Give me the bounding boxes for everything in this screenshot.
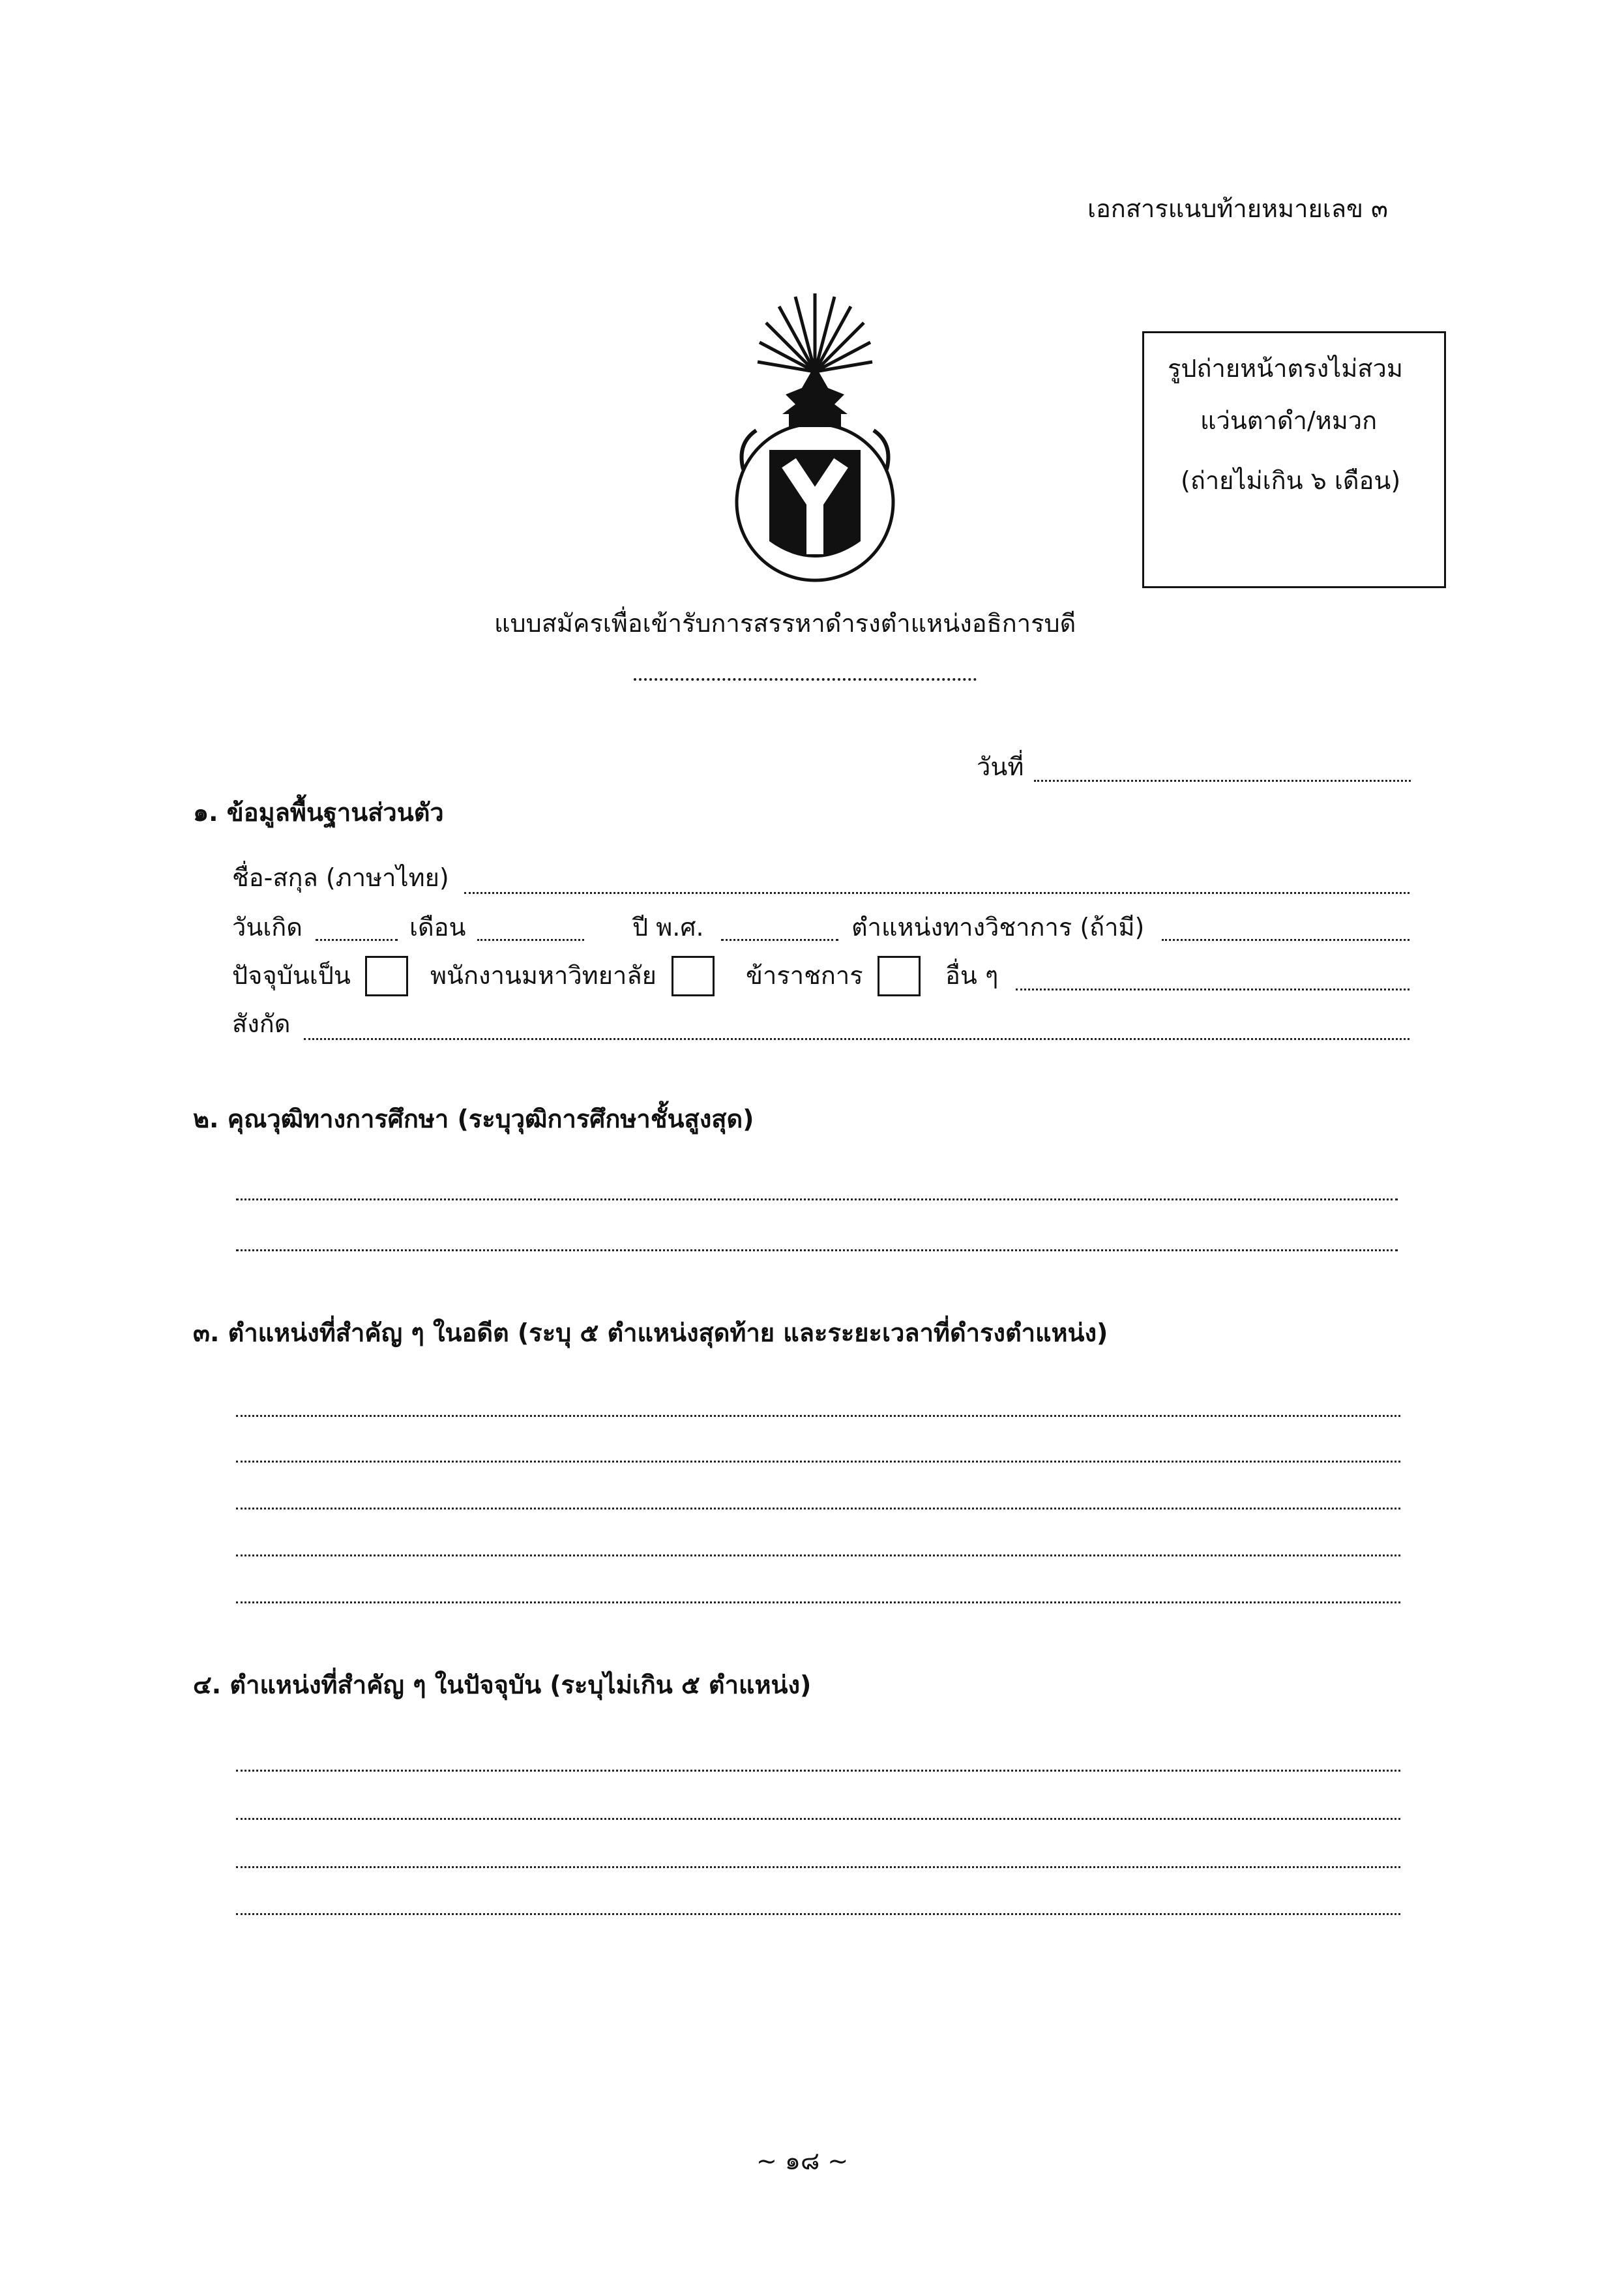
current-position-line[interactable]	[236, 1866, 1400, 1868]
past-position-line[interactable]	[236, 1508, 1400, 1509]
birth-day-field[interactable]	[316, 939, 398, 941]
past-position-line[interactable]	[236, 1601, 1400, 1603]
option-civil-servant: ข้าราชการ	[746, 961, 863, 990]
option-other: อื่น ๆ	[945, 961, 999, 990]
past-position-line[interactable]	[236, 1461, 1400, 1463]
date-field[interactable]	[1034, 780, 1411, 782]
name-field[interactable]	[464, 892, 1410, 894]
current-position-line[interactable]	[236, 1913, 1400, 1915]
section4-heading: ๔. ตำแหน่งที่สำคัญ ๆ ในปัจจุบัน (ระบุไม่เกิน ๕ ตำแหน่ง)	[193, 1671, 812, 1699]
year-field[interactable]	[721, 939, 838, 941]
current-position-line[interactable]	[236, 1818, 1400, 1820]
section1-heading: ๑. ข้อมูลพื้นฐานส่วนตัว	[193, 798, 444, 827]
photo-box	[1142, 331, 1446, 588]
page-number: ~ ๑๘ ~	[756, 2147, 849, 2175]
month-field[interactable]	[477, 939, 584, 941]
birth-day-label: วันเกิด	[232, 913, 303, 942]
past-position-line[interactable]	[236, 1554, 1400, 1556]
checkbox-civil-servant[interactable]	[878, 956, 921, 996]
name-label: ชื่อ-สกุล (ภาษาไทย)	[232, 863, 449, 892]
affiliation-field[interactable]	[304, 1038, 1410, 1040]
photo-box-line2: แว่นตาดำ/หมวก	[1200, 406, 1378, 435]
photo-box-line1: รูปถ่ายหน้าตรงไม่สวม	[1168, 354, 1403, 383]
past-position-line[interactable]	[236, 1415, 1400, 1417]
current-position-line[interactable]	[236, 1770, 1400, 1772]
university-logo	[717, 280, 913, 593]
section3-heading: ๓. ตำแหน่งที่สำคัญ ๆ ในอดีต (ระบุ ๕ ตำแหน่งสุดท้าย และระยะเวลาที่ดำรงตำแหน่ง)	[193, 1318, 1108, 1347]
education-line[interactable]	[236, 1249, 1398, 1251]
education-line[interactable]	[236, 1198, 1398, 1200]
annex-reference: เอกสารแนบท้ายหมายเลข ๓	[1087, 194, 1389, 223]
current-status-label: ปัจจุบันเป็น	[232, 961, 351, 990]
checkbox-current-status[interactable]	[365, 956, 408, 996]
other-field[interactable]	[1016, 989, 1410, 990]
section2-heading: ๒. คุณวุฒิทางการศึกษา (ระบุวุฒิการศึกษาชั้นสูงสุด)	[193, 1105, 754, 1133]
month-label: เดือน	[409, 913, 466, 942]
form-title: แบบสมัครเพื่อเข้ารับการสรรหาดำรงตำแหน่งอธิการบดี	[494, 609, 1076, 638]
affiliation-label: สังกัด	[232, 1009, 291, 1038]
option-university-employee: พนักงานมหาวิทยาลัย	[430, 961, 657, 990]
date-label: วันที่	[977, 752, 1024, 781]
checkbox-university-employee[interactable]	[672, 956, 715, 996]
title-underline-dots[interactable]	[634, 678, 977, 681]
academic-position-field[interactable]	[1162, 939, 1410, 941]
academic-position-label: ตำแหน่งทางวิชาการ (ถ้ามี)	[851, 913, 1145, 942]
year-label: ปี พ.ศ.	[632, 913, 704, 942]
photo-box-line3: (ถ่ายไม่เกิน ๖ เดือน)	[1181, 466, 1401, 495]
